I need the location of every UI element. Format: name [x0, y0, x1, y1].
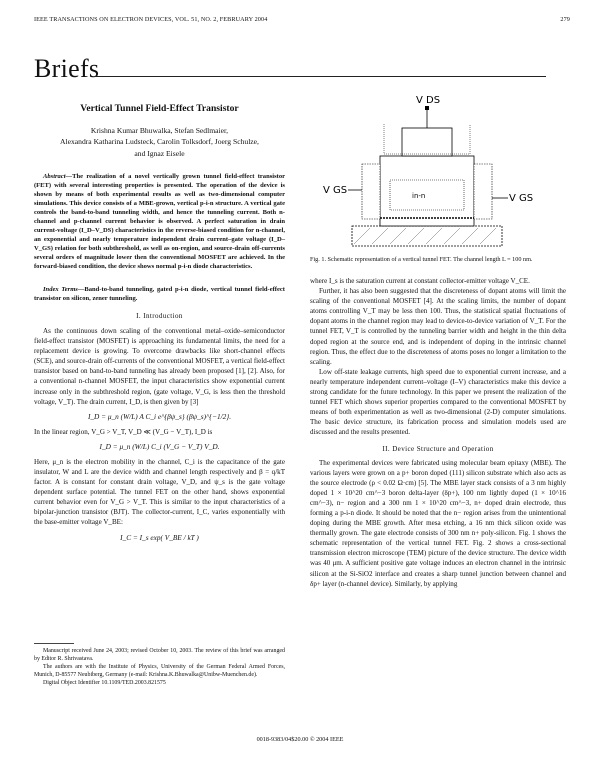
leakage-paragraph: Low off-state leakage currents, high speed due to exponential current increase, and a nearly temperature independent current–voltage (I–V) characteristics make this device a strong candidate for the future technology. In this paper we present the realization of the tunnel FET which shows superior properties compared to the conventional MOSFET by means of both experimentation as well as two-dimensional (2-D) computer simulations. The basic device structure, its fabrication process and simulation models used are discussed and the results presented. — [310, 367, 566, 437]
footnote-doi: Digital Object Identifier 10.1109/TED.2003.821575 — [43, 680, 166, 686]
dopant-paragraph: Further, it has also been suggested that the discreteness of dopant atoms will limit the scaling of the conventional MOSFET [4]. At the scaling limits, the number of dopant atoms controlling V_T may be less then 100. Thus, the statistical spatial fluctuations of dopant atoms in the channel region may lead to device-to-device variation of V_T. For the tunnel FET, V_T is controlled by the tunneling barrier width and height in the thin delta doped region at the source end, and is independent of doping in the intrinsic channel region. Thus, the effect due to the discreteness of atoms poses no longer a limitation to the scaling. — [310, 287, 566, 366]
paper-title: Vertical Tunnel Field-Effect Transistor — [80, 103, 239, 114]
section-title: Briefs — [34, 54, 100, 83]
footnote-rule — [34, 643, 74, 644]
saturation-text: where I_s is the saturation current at constant collector-emitter voltage V_CE. — [310, 277, 530, 285]
footnote — [34, 647, 285, 687]
right-body — [310, 276, 566, 589]
equation-3: I_C = I_s exp( V_BE / kT ) — [120, 532, 199, 542]
title-rule — [96, 76, 546, 77]
author-line: Alexandra Katharina Ludsteck, Carolin Tolksdorf, Joerg Schulze, — [60, 137, 259, 147]
abstract-label: Abstract— — [43, 173, 73, 180]
index-terms — [34, 285, 285, 303]
section-heading-introduction: I. Introduction — [136, 312, 183, 320]
running-header: IEEE TRANSACTIONS ON ELECTRON DEVICES, VOL. 51, NO. 2, FEBRUARY 2004 — [34, 16, 268, 23]
vgs-left-label: V GS — [323, 185, 348, 196]
footnote-received: Manuscript received June 24, 2003; revised October 10, 2003. The review of this brief was arranged by Editor R. Shrivastava. — [34, 648, 285, 662]
fabrication-paragraph: The experimental devices were fabricated using molecular beam epitaxy (MBE). The various layers were grown on a p+ boron doped (111) silicon substrate which also acts as the source electrode (ρ < 0.02 Ω·cm) [5]. The MBE layer stack consists of a 3 nm highly doped 1 × 10^20 cm^−3 boron delta-layer (δp+), 100 nm lightly doped (1 × 10^16 cm^−3), n− region and a 300 nm 1 × 10^20 cm^−3, n+ doped drain electrode, thus forming a p-i-n diode. It should be noted that the n− region arises from the unintentional doping during the MBE growth. After mesa etching, a 16 nm thick silicon oxide was thermally grown. The gate electrode consists of 300 nm n+ poly-silicon. Fig. 1 shows the schematic representation of the vertical tunnel FET. Fig. 2 shows a cross-sectional transmission electron microscope (TEM) picture of the device structure. The device width was 40 μm. A sufficient positive gate voltage induces an electron channel in the intrinsic silicon at the Si-SiO2 interface and creates a sharp tunnel junction between channel and δp+ layer (n-channel device). Similarly, by applying — [310, 458, 566, 588]
vgs-right-label: V GS — [509, 193, 534, 204]
mobility-paragraph: Here, μ_n is the electron mobility in the channel, C_i is the capacitance of the gate insulator, W and L are the device width and channel length respectively and β = q/kT factor. A is constant for constant drain voltage, V_D, and ψ_s is the gate voltage dependent surface potential. The tunnel FET on the other hand, shows exponential current behavior even for V_G > V_T. This is similar to the input characteristics of a bipolar-junction transistor (BJT). The collector-current, I_C, varies exponentially with the base-emitter voltage V_BE: — [34, 457, 285, 527]
author-list — [34, 125, 285, 159]
equation-1: I_D = μ_n (W/L) A C_i e^{βψ_s} (βψ_s)^{−1/2}. — [87, 411, 232, 421]
section-heading-device: II. Device Structure and Operation — [382, 444, 494, 453]
copyright-footer: 0018-9383/04$20.00 © 2004 IEEE — [256, 736, 344, 743]
device-schematic-figure — [322, 94, 558, 254]
svg-text:in-n: in-n — [412, 192, 426, 200]
abstract-text: The realization of a novel vertically grown tunnel field-effect transistor (FET) with several interesting properties is presented. The operation of the device is shown by means of both experimental results as well as two-dimensional computer simulations. This device consists of a MBE-grown, vertical p-i-n structure. A vertical gate controls the band-to-band tunneling width, and hence the tunneling current. Both n-channel and p-channel current behavior is observed. A perfect saturation in drain current-voltage (I_D–V_DS) characteristics in the reverse-biased condition for n-channel, an exponential and nearly temperature independent drain current–gate voltage (I_D–V_GS) relation for both subthreshold, as well as on-region, and source-drain off-currents several orders of magnitude lower then the conventional MOSFET are achieved. In the forward-biased condition, the device shows normal p-i-n diode characteristics. — [34, 173, 285, 270]
author-line: Krishna Kumar Bhuwalka, Stefan Sedlmaier, — [90, 126, 229, 135]
left-body — [34, 312, 285, 545]
abstract — [34, 172, 285, 271]
page-number: 279 — [560, 16, 570, 23]
vds-label: V DS — [416, 95, 441, 106]
equation-2: I_D = μ_n (W/L) C_i (V_G − V_T) V_D. — [99, 441, 220, 451]
figure-caption: Fig. 1. Schematic representation of a vertical tunnel FET. The channel length L = 100 nm. — [310, 256, 533, 263]
footnote-affiliation: The authors are with the Institute of Physics, University of the German Federal Armed Forces, Munich, D-85577 Neubiberg, Germany (e-mail: Krishna.K.Bhuwalka@Unibw-Muenchen.de). — [34, 664, 285, 678]
author-line: and Ignaz Eisele — [134, 148, 185, 158]
linear-region-text: In the linear region, V_G > V_T, V_D ≪ (V_G − V_T), I_D is — [34, 427, 213, 436]
index-terms-text: Band-to-band tunneling, gated p-i-n diode, vertical tunnel field-effect transistor on silicon, zener tunneling. — [34, 286, 285, 302]
index-terms-label: Index Terms— — [43, 286, 85, 293]
intro-paragraph: As the continuous down scaling of the conventional metal–oxide–semiconductor field-effect transistor (MOSFET) is approaching its fundamental limits, the need for a replacement device is growing. To overcome drawbacks like short-channel effects (SCE), and source-drain off-currents of the conventional MOSFET, a vertical field-effect transistor based on band-to-band tunneling has already been proposed [1], [2]. Also, for a conventional n-channel MOSFET, the input characteristics show exponential current increase only in the subthreshold region, (gate voltage, V_G, is less then the threshold voltage, V_T). The drain current, I_D, is then given by [3] — [34, 327, 285, 406]
